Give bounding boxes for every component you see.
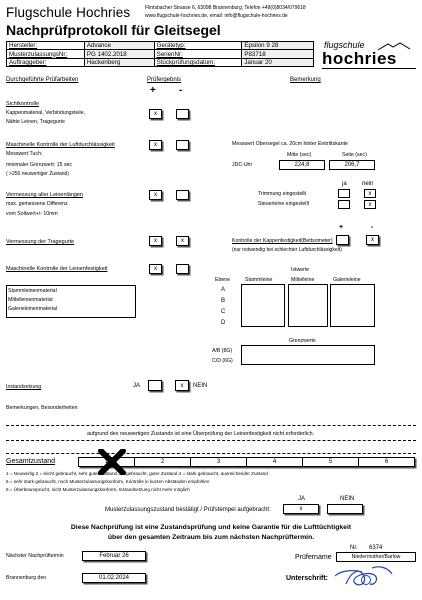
plus-header: + — [150, 85, 156, 96]
auftraggeber-label: Auftraggeber: — [7, 58, 85, 66]
naechster-termin-label: Nächster Nachprüftermin — [6, 553, 64, 559]
grenzwerte-label: Grenzwerte — [289, 338, 316, 344]
hersteller-label: Hersteller: — [7, 42, 85, 50]
luft-minus-checkbox[interactable] — [176, 140, 189, 150]
col-header-bemerkung: Bemerkung — [290, 77, 321, 83]
company-logo — [322, 38, 417, 70]
disclaimer-line-2: über den gesamten Zeitraum bis zum nächsten Nachprüftermin. — [107, 534, 315, 541]
logo-main-text: hochries — [322, 49, 397, 68]
sichtkontrolle-minus-checkbox[interactable] — [176, 109, 189, 119]
minus-header: - — [179, 85, 183, 96]
trimmung-nein-checkbox[interactable]: x — [364, 189, 376, 198]
stueckpruefung-label: Stückprüfungsdatum: — [154, 58, 242, 66]
steuerleine-label: Steuerleine eingestellt — [258, 201, 310, 207]
scale-cell-4[interactable]: 4 — [247, 458, 303, 466]
gesamt-legend-3: 6 = Überbeansprucht, nicht Musterzulassungskonform, Instandsetzung nicht mehr möglich — [6, 487, 190, 492]
ebene-label: Ebene — [215, 277, 231, 283]
document-title: Nachprüfprotokoll für Gleitsegel — [6, 22, 221, 38]
leinenfestigkeit-plus-checkbox[interactable]: x — [149, 264, 162, 274]
neuwertig-note: ( >250 neuwertiger Zustand) — [6, 171, 69, 177]
istwerte-label: Istwerte — [291, 267, 310, 273]
instandsetzung-ja-checkbox[interactable] — [148, 380, 162, 391]
disclaimer-line-1: Diese Nachprüfung ist eine Zustandsprüfung und keine Garantie für die Lufttüchtigkeit — [70, 524, 352, 531]
ja-label: ja — [342, 181, 347, 187]
col-header-pruefergebnis: Prüfergebnis — [147, 77, 182, 83]
instandsetzung-nein-checkbox[interactable]: x — [175, 380, 189, 391]
messwert-tuch-label: Messwert Tuch: — [6, 151, 43, 157]
galerieleine-values-box[interactable] — [330, 284, 375, 327]
bemerkungen-label: Bemerkungen, Besonderheiten — [6, 405, 78, 411]
mitte-label: Mitte (sec) — [287, 152, 312, 158]
muster-nein-label: NEIN — [340, 496, 355, 502]
col-header-pruefarbeiten: Durchgeführte Prüfarbeiten — [6, 77, 79, 83]
leinenlaengen-heading: Vermessung aller Leinenlängen — [6, 192, 84, 198]
musterzulassung-label: MusterzulassungsNr: — [7, 50, 85, 58]
luft-heading: Maschinelle Kontrolle der Luftdurchlässigkeit — [6, 142, 115, 148]
stammleine-values-box[interactable] — [241, 284, 285, 327]
seite-value[interactable]: 206,7 — [329, 160, 375, 170]
row-label-b: B — [221, 298, 226, 304]
mittelleinenmaterial-label: Mittelleinenmaterial — [8, 297, 53, 303]
luft-note: Messwert Obersegel ca. 20cm hinter Eintrittskante — [232, 141, 348, 147]
musterzulassung-value: PG 1402.2018 — [84, 50, 154, 58]
steuerleine-nein-checkbox[interactable]: x — [364, 200, 376, 209]
scale-cell-2[interactable]: 2 — [135, 458, 191, 466]
logo-top-text: flugschule — [324, 40, 365, 50]
sichtkontrolle-line1: Kappenmaterial, Verbindungsteile, — [6, 110, 86, 116]
kappenfestigkeit-note: (nur notwendig bei schlechter Luftdurchlässigkeit) — [232, 247, 342, 253]
row-label-d: D — [221, 320, 226, 326]
nein-label: nein — [362, 181, 374, 187]
ort-datum-label: Brannenburg den — [6, 575, 47, 581]
datum-value[interactable]: 01.02.2024 — [82, 573, 146, 583]
cd-6g-label: C/D (6G) — [212, 358, 233, 364]
pruefername-label: Prüfername — [295, 554, 332, 561]
nr-value: 6374 — [369, 545, 383, 551]
logo-underline — [322, 68, 416, 69]
scale-cell-5[interactable]: 5 — [303, 458, 359, 466]
bemerkungen-text: aufgrund des neuwertigen Zustands ist eine Überprüfung der Leinenfestigkeit nicht erforderlich. — [87, 431, 315, 437]
gesamt-legend-1: 1 = Neuwertig 2 = leicht gebraucht, sehr guter Zustand 3 = gebraucht, guter Zustand 4 = stark gebraucht, ausreichender Zustand — [6, 471, 268, 476]
scale-cell-1[interactable]: 1 — [79, 458, 135, 466]
tragegurte-plus-checkbox[interactable]: x — [149, 236, 162, 246]
sichtkontrolle-line2: Nähte Leinen, Tragegurte — [6, 119, 65, 125]
stammleine-header: Stammleine — [245, 277, 273, 283]
trimmung-label: Trimmung eingestellt — [258, 191, 306, 197]
mittelleine-header: Mittelleine — [291, 277, 315, 283]
naechster-termin-value[interactable]: Februar 26 — [82, 551, 146, 561]
muster-status-label: Musterzulassungszustand bestätigt / Prüfstempel aufgebracht: — [105, 507, 271, 513]
mittelleine-values-box[interactable] — [288, 284, 328, 327]
device-info-table — [6, 41, 314, 67]
stammleinenmaterial-label: Stammleinenmaterial — [8, 288, 57, 294]
stueckpruefung-value: Januar 20 — [242, 58, 314, 66]
sichtkontrolle-plus-checkbox[interactable]: x — [149, 109, 162, 119]
seriennr-label: SerienNr: — [154, 50, 242, 58]
mitte-value[interactable]: 224,8 — [279, 160, 325, 170]
kappe-plus-header: + — [339, 224, 344, 231]
steuerleine-ja-checkbox[interactable] — [338, 200, 350, 209]
grenzwert-label: minimaler Grenzwert: 15 sec — [6, 162, 73, 168]
muster-ja-checkbox[interactable]: x — [283, 504, 319, 514]
auftraggeber-value: Hackenberg — [84, 58, 154, 66]
leinenlaengen-plus-checkbox[interactable]: x — [149, 190, 162, 200]
sichtkontrolle-heading: Sichtkontrolle — [6, 101, 40, 107]
scale-cell-6[interactable]: 6 — [384, 459, 389, 465]
galerieleine-header: Galerieleine — [333, 277, 361, 283]
seite-label: Seite (sec) — [342, 152, 367, 158]
gesamtzustand-label: Gesamtzustand — [6, 458, 56, 465]
company-address: Flintsbacher Strasse 6, 63098 Brannenburg; Telefon +49(0)8034/079618 — [145, 5, 306, 11]
gesamtzustand-scale — [78, 457, 415, 467]
signature — [330, 562, 400, 592]
pruefername-value[interactable]: Niedermuther/Barlow — [336, 552, 416, 562]
nr-label: Nr. — [350, 545, 358, 551]
kappe-plus-checkbox[interactable] — [336, 235, 349, 245]
leinenlaengen-line2: vom Sollwert+/- 10mm — [6, 211, 58, 217]
tragegurte-minus-checkbox[interactable]: x — [176, 236, 189, 246]
row-label-c: C — [221, 309, 226, 315]
leinenfestigkeit-heading: Maschinelle Kontrolle der Leinenfestigkeit — [6, 266, 108, 272]
kappe-minus-header: - — [371, 224, 374, 231]
galerieleinenmaterial-label: Galerieleinenmaterial — [8, 306, 58, 312]
company-name: Flugschule Hochries — [6, 5, 131, 20]
dashed-rule-3 — [6, 453, 416, 454]
muster-ja-label: JA — [298, 496, 306, 502]
geraetetyp-label: Gerätetyp: — [154, 42, 242, 50]
kappe-minus-checkbox[interactable]: x — [366, 235, 379, 245]
instandsetzung-label: Instandsetzung — [6, 384, 42, 390]
grenzwerte-box[interactable] — [241, 345, 375, 365]
geraetetyp-value: Epsilon 9 28 — [242, 42, 314, 50]
row-label-a: A — [221, 287, 226, 293]
leinenfestigkeit-minus-checkbox[interactable] — [176, 264, 189, 274]
kappenfestigkeit-label: Kontrolle der Kappenfestigkeit(Bettsometer) — [232, 238, 333, 244]
instandsetzung-ja-label: JA — [133, 383, 141, 389]
dashed-rule-2 — [6, 440, 416, 441]
gesamt-legend-2: 5 = sehr stark gebraucht, noch Musterzulassungskonform, Kontrolle in kurzen Abständen empfohlen — [6, 479, 210, 484]
scale-cell-3[interactable]: 3 — [191, 458, 247, 466]
hersteller-value: Advance — [84, 42, 154, 50]
muster-nein-checkbox[interactable] — [327, 504, 363, 514]
leinenlaengen-minus-checkbox[interactable] — [176, 190, 189, 200]
company-web: www.flugschule-hochries.de, email: info@flugschule-hochries.de — [145, 13, 288, 19]
instandsetzung-nein-label: NEIN — [193, 383, 208, 389]
dashed-rule-1 — [6, 425, 416, 426]
trimmung-ja-checkbox[interactable] — [338, 189, 350, 198]
ab-8g-label: A/B (8G) — [212, 348, 233, 354]
luft-plus-checkbox[interactable]: x — [149, 140, 162, 150]
unterschrift-label: Unterschrift: — [286, 575, 329, 582]
leinenlaengen-line1: max. gemessene Differenz — [6, 201, 68, 207]
tragegurte-heading: Vermessung der Tragegurte — [6, 239, 75, 245]
jdc-label: JDC-Uhr — [232, 162, 253, 168]
seriennr-value: P83718 — [242, 50, 314, 58]
